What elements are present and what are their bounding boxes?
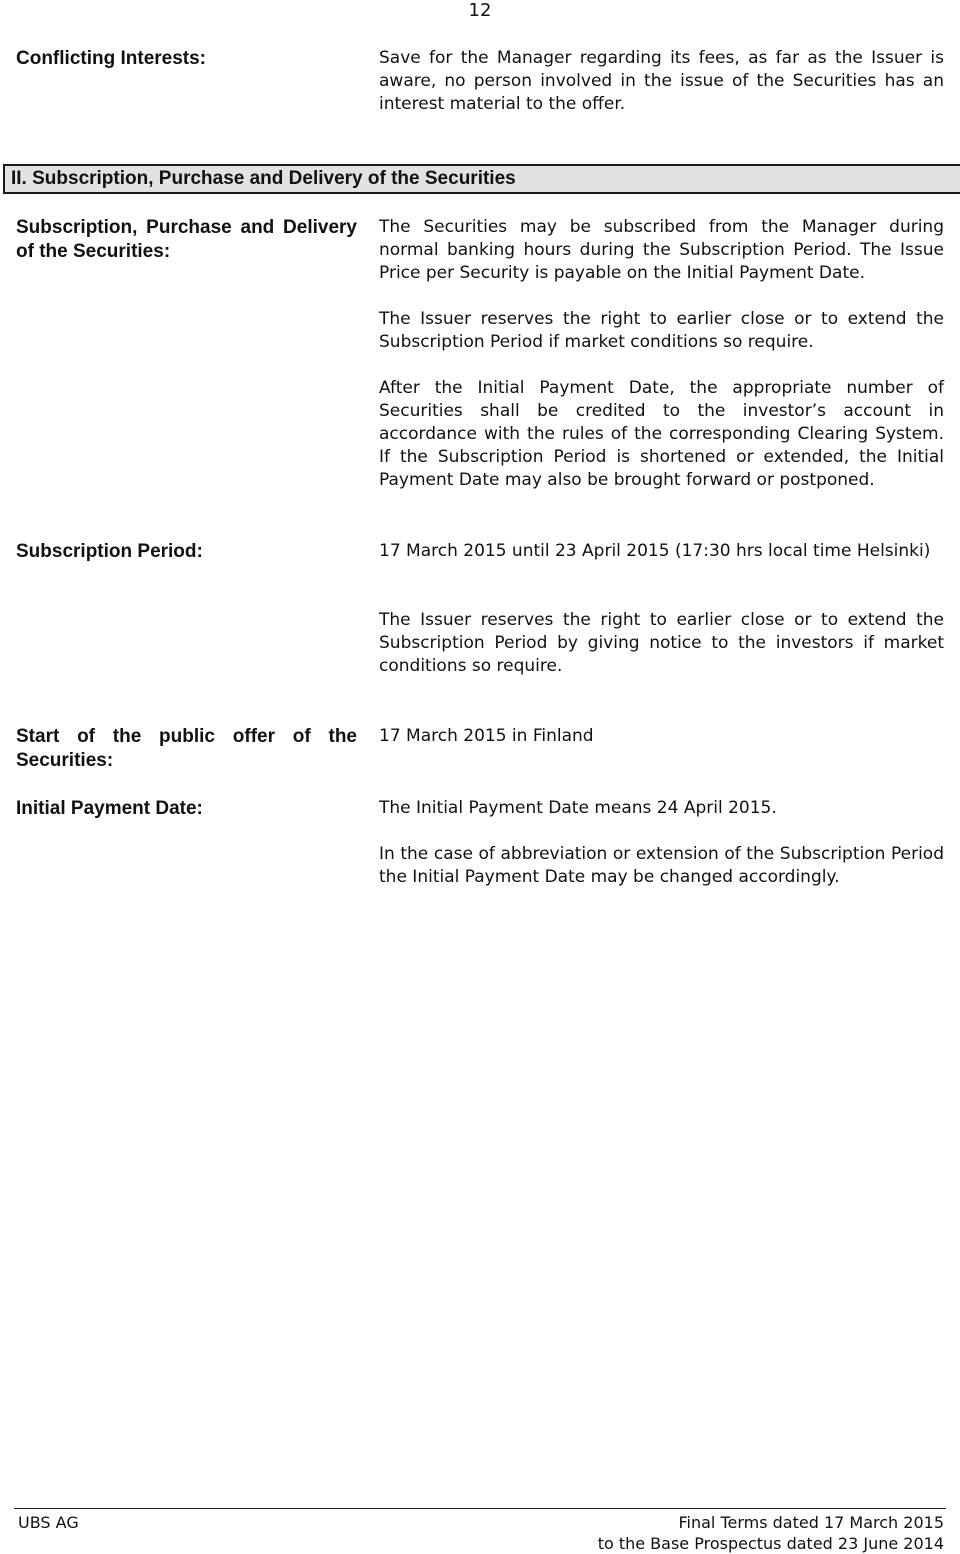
footer-rule xyxy=(14,1508,946,1509)
subscription-delivery-paragraph-1: The Securities may be subscribed from the Manager during normal banking hours during the Subscription Period. The Issue Price per Security is payable on the Initial Payment Date. xyxy=(379,217,944,283)
subscription-period-label: Subscription Period: xyxy=(16,541,203,562)
public-offer-start-text: 17 March 2015 in Finland xyxy=(379,726,594,746)
subscription-delivery-label: Subscription, Purchase and Delivery of the Securities: xyxy=(16,217,357,262)
page-number: 12 xyxy=(468,0,492,21)
conflicting-interests-label: Conflicting Interests: xyxy=(16,48,207,69)
footer-issuer: UBS AG xyxy=(18,1513,79,1532)
initial-payment-date-note: In the case of abbreviation or extension of the Subscription Period the Initial Payment Date may be changed accordingly. xyxy=(379,844,944,887)
initial-payment-date-text: The Initial Payment Date means 24 April 2015. xyxy=(379,798,777,818)
subscription-period-note: The Issuer reserves the right to earlier close or to extend the Subscription Period by giving notice to the investors if market conditions so require. xyxy=(379,610,944,676)
conflicting-interests-text: Save for the Manager regarding its fees, as far as the Issuer is aware, no person involved in the issue of the Securities has an interest material to the offer. xyxy=(379,48,944,114)
footer-final-terms-line-2: to the Base Prospectus dated 23 June 2014 xyxy=(597,1534,944,1553)
footer-final-terms-line-1: Final Terms dated 17 March 2015 xyxy=(678,1513,944,1532)
section-header: II. Subscription, Purchase and Delivery of the Securities xyxy=(3,164,960,194)
public-offer-start-label: Start of the public offer of the Securities: xyxy=(16,726,357,771)
initial-payment-date-label: Initial Payment Date: xyxy=(16,798,203,819)
subscription-delivery-paragraph-2: The Issuer reserves the right to earlier close or to extend the Subscription Period if market conditions so require. xyxy=(379,309,944,352)
footer-final-terms xyxy=(598,1512,944,1554)
subscription-delivery-paragraph-3: After the Initial Payment Date, the appropriate number of Securities shall be credited to the investor’s account in accordance with the rules of the corresponding Clearing System. If the Subscription Period is shortened or extended, the Initial Payment Date may also be brought forward or postponed. xyxy=(379,378,944,490)
subscription-period-dates: 17 March 2015 until 23 April 2015 (17:30 hrs local time Helsinki) xyxy=(379,541,931,561)
